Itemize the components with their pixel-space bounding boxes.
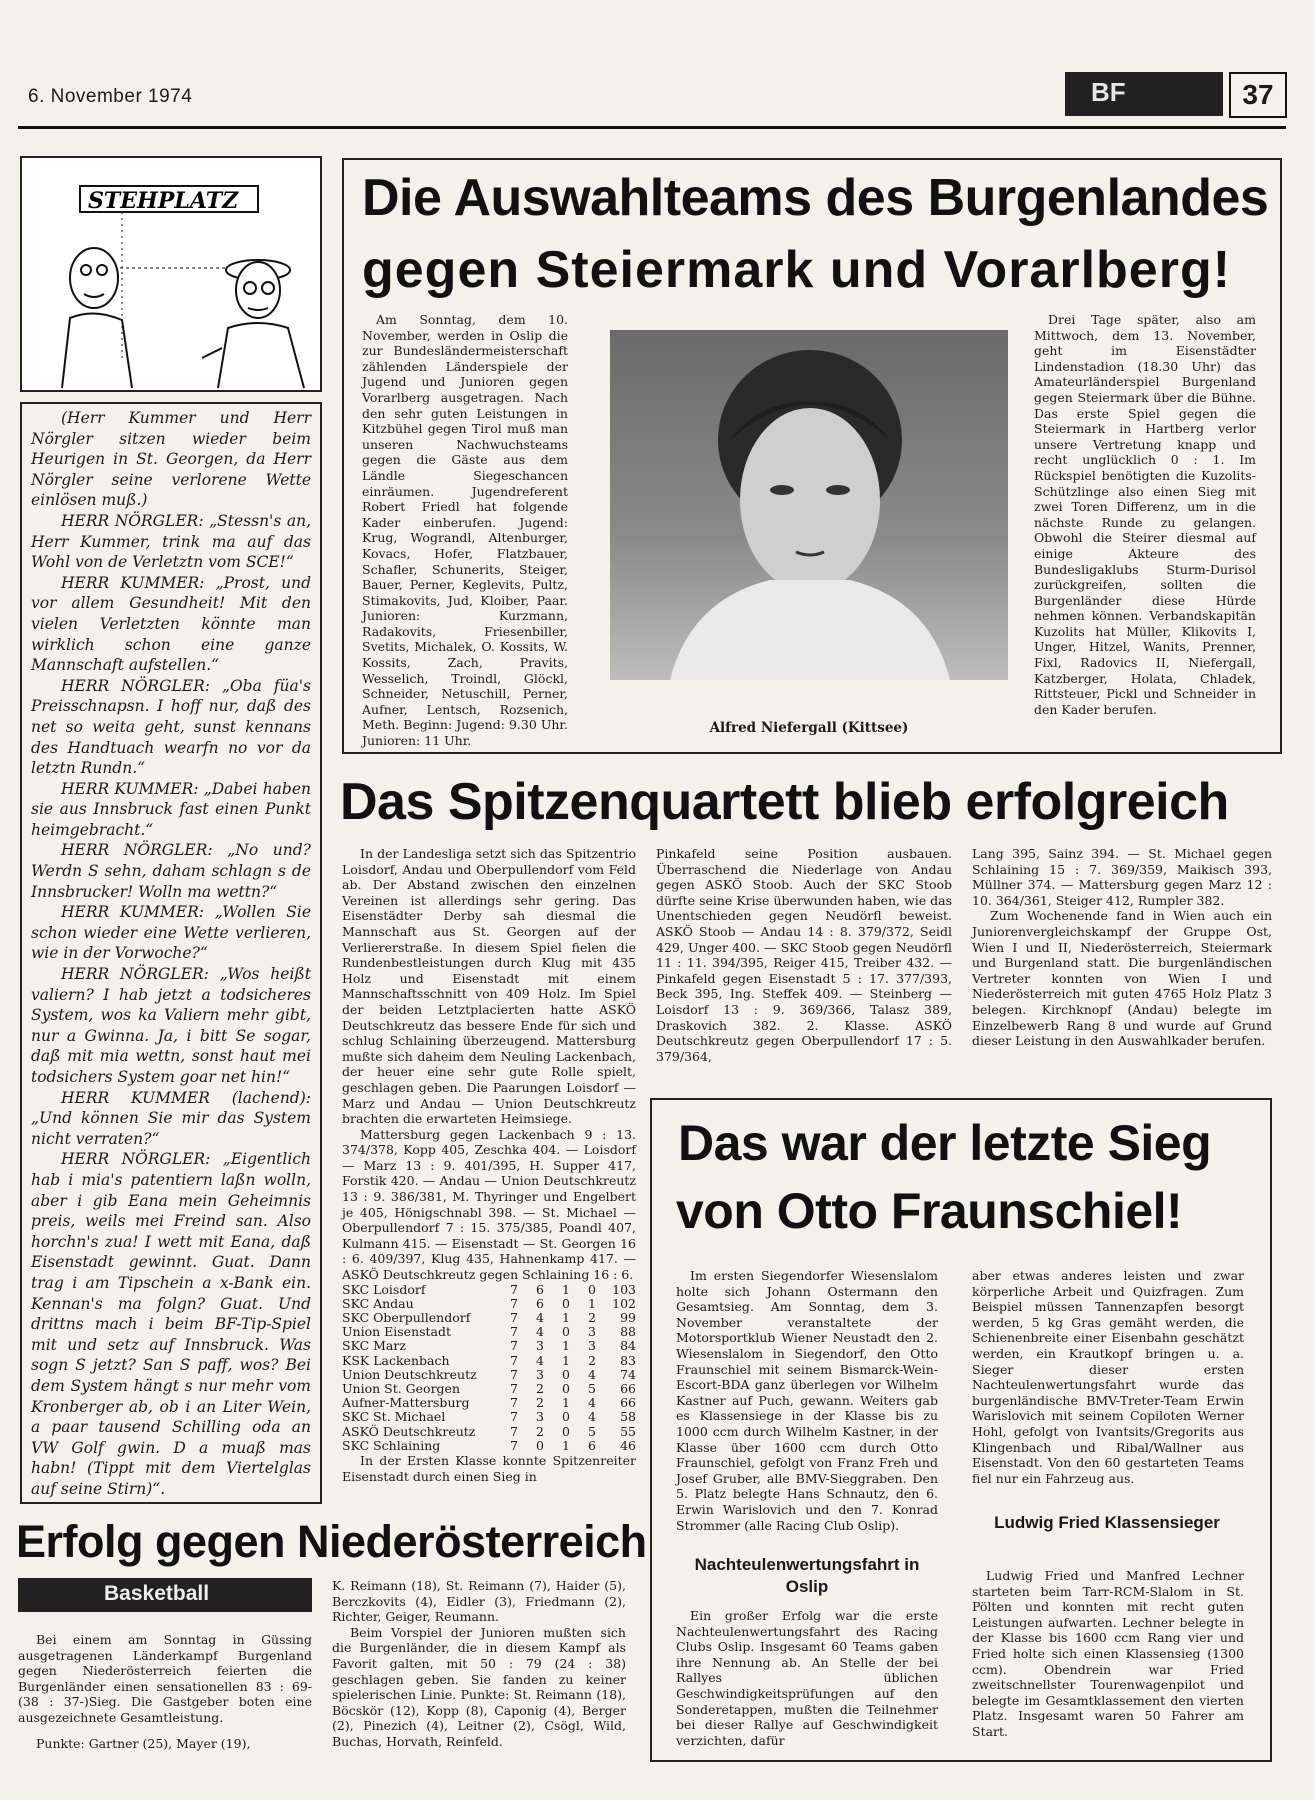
team-name-cell: SKC Schlaining bbox=[342, 1437, 441, 1453]
stat-cell: 7 bbox=[510, 1281, 518, 1297]
stat-cell: 5 bbox=[588, 1423, 596, 1439]
stat-cell: 1 bbox=[562, 1310, 570, 1326]
team-name-cell: Aufner-Mattersburg bbox=[342, 1395, 470, 1411]
table-row bbox=[342, 1283, 636, 1297]
stat-cell: 7 bbox=[510, 1352, 518, 1368]
article3-right-text2: Ludwig Fried und Manfred Lechner starteten beim Tarr-RCM-Slalom in St. Pölten und konnten mit recht guten Leistungen aufwarten. Lechner belegte in der Klasse bis 1600 ccm Rang vier und Fried holte sich einen Klassensieg (1300 ccm). Obendrein war Fried zweitschnellster Tourenwagenpilot und belegte im Gesamtklassement den vierten Platz. Insgesamt waren 50 Fahrer am Start. bbox=[972, 1568, 1244, 1739]
stat-cell: 0 bbox=[562, 1324, 570, 1340]
stat-cell: 7 bbox=[510, 1409, 518, 1425]
stehplatz-paragraph: HERR NÖRGLER: „Eigentlich hab i mia's patentiern laßn wolln, aber i gib Eana mein Geheimnis preis, weils mei Freind san. Also horchn's zua! I wett mit Eana, daß Eisenstadt gewinnt. Guat. Dann trag i am Tipschein a x-Bank ein. Kennan's ma folgn? Guat. Und drittns mach i beim BF-Tip-Spiel mit und setz auf Innsbruck. Was sogn S jetzt? San S paff, wos? Bei dem System hängt s nur mehr vom Kronberger ab, ob i an Liter Wein, a paar tausend Schilling oda an VW Golf gwin. D a muaß mas habn! (Tippt mit dem Viertelglas auf seine Stirn)“. bbox=[31, 1150, 311, 1498]
stat-cell: 7 bbox=[510, 1366, 518, 1382]
article2-paragraph: Zum Wochenende fand in Wien auch ein Juniorenvergleichskampf der Gruppe Ost, Wien I und II, Niederösterreich, Steiermark und Burgenland statt. Die burgenländischen Vertreter konnten von Wien I und Niederösterreich mit guten 4765 Holz Platz 3 belegen. Kirchknopf (Andau) belegte im Einzelbewerb Rang 8 und wurde auf Grund dieser Leistung in den Auswahlkader berufen. bbox=[972, 908, 1272, 1049]
article3-right-text: aber etwas anderes leisten und zwar körperliche Arbeit und Quizfragen. Zum Beispiel müssen Tannenzapfen besorgt werden, 5 kg Gras gemäht werden, die Schienenbreite einer Eisenbahn geschätzt werden, ein Krautkopf bringen u. a. Sieger dieser ersten Nachteulenwertungsfahrt wurde das burgenländische BMV-Treter-Team Erwin Warislovich mit seinem Copiloten Werner Hohl, gefolgt von Ivantsits/Gregorits aus Klingenbach und Ribal/Wallner aus Eisenstadt. Von den 60 gestarteten Teams fiel nur ein Fahrzeug aus. bbox=[972, 1268, 1244, 1486]
stat-cell: 2 bbox=[536, 1381, 544, 1397]
article4-left-text bbox=[18, 1632, 312, 1751]
stat-cell: 1 bbox=[562, 1352, 570, 1368]
photo-caption: Alfred Niefergall (Kittsee) bbox=[709, 720, 909, 736]
stat-cell: 1 bbox=[562, 1395, 570, 1411]
article4-paragraph: Bei einem am Sonntag in Güssing ausgetragenen Länderkampf Burgenland gegen Niederösterreich feierten die Burgenländer einen sensationellen 83 : 69-(38 : 37-)Sieg. Die Gastgeber boten eine ausgezeichnete Gesamtleistung. bbox=[18, 1632, 312, 1725]
article2-col1 bbox=[342, 846, 636, 1484]
section-bar-basketball bbox=[18, 1578, 312, 1612]
article-auswahlteams bbox=[342, 158, 1282, 754]
issue-date: 6. November 1974 bbox=[28, 86, 193, 107]
stehplatz-paragraph: HERR KUMMER: „Dabei haben sie aus Innsbruck fast einen Punkt heimgebracht.“ bbox=[31, 779, 311, 839]
stat-cell: 0 bbox=[588, 1281, 596, 1297]
stat-cell: 7 bbox=[510, 1381, 518, 1397]
team-name-cell: Union Eisenstadt bbox=[342, 1324, 452, 1340]
stat-cell: 3 bbox=[536, 1366, 544, 1382]
stat-cell: 3 bbox=[588, 1338, 596, 1354]
stat-cell: 102 bbox=[612, 1295, 636, 1311]
stehplatz-paragraph: HERR KUMMER: „Wollen Sie schon wieder eine Wette verlieren, wie in der Vorwoche?“ bbox=[31, 903, 311, 963]
headline-auswahlteams-line1: Die Auswahlteams des Burgenlandes bbox=[362, 169, 1269, 227]
table-row bbox=[342, 1354, 636, 1368]
team-name-cell: SKC Marz bbox=[342, 1338, 406, 1354]
stat-cell: 0 bbox=[562, 1295, 570, 1311]
page-number: 37 bbox=[1229, 72, 1287, 118]
article2-paragraph: In der Landesliga setzt sich das Spitzentrio Loisdorf, Andau und Oberpullendorf vom Feld ab. Der Abstand zwischen den einzelnen Vereinen ist allerdings sehr gering. Das Eisenstädter Derby sah diesmal die Mannschaft aus St. Georgen auf der Verliererstraße. In diesem Spiel fielen die Rundenbestleistungen durch Klug mit 435 Holz und Eisenstadt mit einem Mannschaftsschnitt von 409 Holz. Im Spiel der beiden Letztplacierten hatte ASKÖ Deutschkreutz das bessere Ende für sich und schlug Schlaining überzeugend. Mattersburg mußte sich daheim dem Neuling Lackenbach, der heuer eine sehr gute Rolle spielt, geschlagen geben. Die Paarungen Loisdorf — Marz und Andau — Union Deutschkreutz brachten die erwarteten Heimsiege. bbox=[342, 846, 636, 1127]
team-name-cell: SKC Loisdorf bbox=[342, 1281, 426, 1297]
subhead-nachteulen: Nachteulenwertungsfahrt in Oslip bbox=[694, 1555, 920, 1596]
table-row bbox=[342, 1382, 636, 1396]
stat-cell: 6 bbox=[536, 1281, 544, 1297]
article3-left-text2: Ein großer Erfolg war die erste Nachteulenwertungsfahrt des Racing Clubs Oslip. Insgesamt 60 Teams gaben ihre Nennung ab. An Stelle der bei Rallyes üblichen Geschwindigkeitsprüfungen auf den Sonderetappen, mußten die Teilnehmer bei dieser Rallye auf Geschwindigkeit verzichten, dafür bbox=[676, 1608, 938, 1748]
stat-cell: 4 bbox=[588, 1366, 596, 1382]
table-row bbox=[342, 1368, 636, 1382]
player-photo bbox=[610, 330, 1008, 680]
stat-cell: 99 bbox=[620, 1310, 636, 1326]
stat-cell: 103 bbox=[612, 1281, 636, 1297]
article3-left-text: Im ersten Siegendorfer Wiesenslalom holte sich Johann Ostermann den Gesamtsieg. Am Sonntag, dem 3. November veranstaltete der Motorsportklub Wiener Neustadt den 2. Wiesenslalom in Siegendorf, den Otto Fraunschiel mit seinem Bismarck-Wein-Escort-BDA ganz überlegen vor Wilhelm Kastner auf Puch, gewann. Weiters gab es Klassensiege in der Klasse bis zu 1000 ccm durch Wilhelm Kastner, in der Klasse über 1600 ccm durch Otto Fraunschiel, gefolgt von Franz Freh und Josef Gruber, alle BMV-Sieggraben. Den 5. Platz belegte Hans Schnautz, den 6. Erwin Warislovich und den 7. Konrad Strommer (alle Racing Club Oslip). bbox=[676, 1268, 938, 1533]
header-rule bbox=[18, 126, 1286, 129]
stehplatz-paragraph: HERR NÖRGLER: „No und? Werdn S sehn, daham schlagn s de Innsbrucker! Wolln ma wettn?“ bbox=[31, 841, 311, 901]
stehplatz-cartoon bbox=[20, 156, 322, 392]
stat-cell: 83 bbox=[620, 1352, 636, 1368]
stat-cell: 7 bbox=[510, 1423, 518, 1439]
stat-cell: 1 bbox=[588, 1295, 596, 1311]
stat-cell: 1 bbox=[562, 1338, 570, 1354]
section-badge bbox=[1065, 72, 1274, 116]
stat-cell: 7 bbox=[510, 1395, 518, 1411]
headline-erfolg: Erfolg gegen Niederösterreich bbox=[16, 1516, 647, 1567]
stat-cell: 0 bbox=[562, 1381, 570, 1397]
article2-paragraph: In der Ersten Klasse konnte Spitzenreiter Eisenstadt durch einen Sieg in bbox=[342, 1453, 636, 1484]
headline-fraunschiel-line1: Das war der letzte Sieg bbox=[678, 1115, 1212, 1171]
article4-paragraph: Beim Vorspiel der Junioren mußten sich die Burgenländer, die in diesem Kampf als Favorit galten, mit 50 : 79 (24 : 38) geschlagen geben. Sie fanden zu keiner spielerischen Linie. Punkte: St. Reimann (18), Böcskör (12), Kopp (8), Caponig (4), Berger (2), Pinezich (4), Leitner (2), Csögl, Wild, Buchas, Horvath, Reinfeld. bbox=[332, 1624, 626, 1749]
team-name-cell: KSK Lackenbach bbox=[342, 1352, 450, 1368]
stat-cell: 1 bbox=[562, 1281, 570, 1297]
headline-spitzenquartett: Das Spitzenquartett blieb erfolgreich bbox=[340, 773, 1229, 831]
stat-cell: 7 bbox=[510, 1338, 518, 1354]
stat-cell: 0 bbox=[536, 1437, 544, 1453]
stat-cell: 66 bbox=[620, 1381, 636, 1397]
headline-auswahlteams-line2: gegen Steiermark und Vorarlberg! bbox=[362, 241, 1232, 299]
stat-cell: 55 bbox=[620, 1423, 636, 1439]
article4-paragraph: Punkte: Gartner (25), Mayer (19), bbox=[36, 1735, 251, 1751]
table-row bbox=[342, 1439, 636, 1453]
article1-right-text: Drei Tage später, also am Mittwoch, dem 13. November, geht im Eisenstädter Lindenstadion (18.30 Uhr) das Amateurländerspiel Burgenland gegen Steiermark über die Bühne. Das erste Spiel gegen die Steiermark in Hartberg verlor unsere Vertretung knapp und recht unglücklich 0 : 1. Im Rückspiel benötigten die Kuzolits-Schützlinge also einen Sieg mit zwei Toren Differenz, um in die nächste Runde zu gelangen. Obwohl die Steirer diesmal auf einige Akteure des Bundesligaklubs Sturm-Durisol zurückgreifen, sollten die Burgenländer diese Hürde nehmen können. Verbandskapitän Kuzolits hat Müller, Klikovits I, Unger, Hitzel, Wanits, Prenner, Fixl, Radovics II, Niefergall, Katzberger, Holata, Chladek, Rittsteuer, Pickl und Schneider in den Kader berufen. bbox=[1034, 312, 1256, 717]
stat-cell: 58 bbox=[620, 1409, 636, 1425]
article2-col2: Pinkafeld seine Position ausbauen. Überraschend die Niederlage von Andau gegen ASKÖ Stoob. Auch der SKC Stoob dürfte seine Krise überwunden haben, wie das Unentschieden gegen Neudörfl beweist. ASKÖ Stoob — Andau 14 : 8. 379/372, Seidl 429, Unger 400. — SKC Stoob gegen Neudörfl 11 : 11. 394/395, Reiger 415, Treiber 432. — Pinkafeld gegen Eisenstadt 5 : 17. 377/393, Beck 395, Ing. Steffek 409. — Steinberg — Loisdorf 13 : 9. 369/366, Talasz 389, Draskovich 382. 2. Klasse. ASKÖ Deutschkreutz gegen Oberpullendorf 17 : 5. 379/364, bbox=[656, 846, 952, 1064]
article4-right-text bbox=[332, 1578, 626, 1750]
article2-col3 bbox=[972, 846, 1272, 1049]
stat-cell: 1 bbox=[562, 1437, 570, 1453]
table-row bbox=[342, 1325, 636, 1339]
stehplatz-paragraph: HERR KUMMER: „Prost, und vor allem Gesundheit! Mit den vielen Verletzten könnte man wirklich schon eine ganze Mannschaft aufstellen.“ bbox=[31, 573, 311, 675]
stehplatz-paragraph: HERR NÖRGLER: „Stessn's an, Herr Kummer, trink ma auf das Wohl von de Verletztn vom SCE!“ bbox=[31, 511, 311, 572]
article2-paragraph: Lang 395, Sainz 394. — St. Michael gegen Schlaining 15 : 7. 369/359, Maikisch 393, Müllner 374. — Mattersburg gegen Marz 12 : 10. 364/361, Steiger 412, Rumpler 382. bbox=[972, 846, 1272, 908]
stehplatz-paragraph: HERR NÖRGLER: „Wos heißt valiern? I hab jetzt a todsicheres System, wos ka Valiern mehr gibt, nur a Gwinna. Ja, i bitt Se sogar, daß mit mia wettn, sonst haut mei todsichers System goar net hin!“ bbox=[31, 965, 311, 1086]
team-name-cell: ASKÖ Deutschkreutz bbox=[342, 1423, 476, 1439]
stehplatz-paragraph: HERR NÖRGLER: „Oba füa's Preisschnapsn. I hoff nur, daß des net so weita geht, sunst kennans des Handtuach wearfn no vor da letztn Rundn.“ bbox=[31, 676, 311, 778]
stat-cell: 2 bbox=[588, 1310, 596, 1326]
portrait-illustration bbox=[610, 330, 1008, 680]
stat-cell: 88 bbox=[620, 1324, 636, 1340]
stat-cell: 3 bbox=[536, 1338, 544, 1354]
article-fraunschiel bbox=[650, 1098, 1272, 1762]
stehplatz-paragraph: HERR KUMMER (lachend): „Und können Sie mir das System nicht verraten?“ bbox=[31, 1088, 311, 1148]
stat-cell: 2 bbox=[536, 1395, 544, 1411]
stat-cell: 2 bbox=[536, 1423, 544, 1439]
league-table bbox=[342, 1283, 636, 1453]
article4-paragraph: K. Reimann (18), St. Reimann (7), Haider (5), Berczkovits (4), Eidler (3), Friedmann (2), Richter, Geiger, Reumann. bbox=[332, 1578, 626, 1625]
stat-cell: 2 bbox=[588, 1352, 596, 1368]
cartoon-sign-text: STEHPLATZ bbox=[88, 188, 239, 214]
team-name-cell: SKC Andau bbox=[342, 1295, 414, 1311]
table-row bbox=[342, 1425, 636, 1439]
team-name-cell: Union St. Georgen bbox=[342, 1381, 460, 1397]
section-label: BF bbox=[1091, 77, 1126, 107]
stat-cell: 7 bbox=[510, 1324, 518, 1340]
stat-cell: 7 bbox=[510, 1310, 518, 1326]
stat-cell: 7 bbox=[510, 1295, 518, 1311]
stat-cell: 0 bbox=[562, 1366, 570, 1382]
team-name-cell: SKC St. Michael bbox=[342, 1409, 446, 1425]
table-row bbox=[342, 1311, 636, 1325]
headline-fraunschiel-line2: von Otto Fraunschiel! bbox=[676, 1183, 1183, 1239]
team-name-cell: Union Deutschkreutz bbox=[342, 1366, 477, 1382]
stat-cell: 84 bbox=[620, 1338, 636, 1354]
stat-cell: 0 bbox=[562, 1409, 570, 1425]
article1-left-text: Am Sonntag, dem 10. November, werden in Oslip die zur Bundesländermeisterschaft zählenden Länderspiele der Jugend und Junioren gegen Vorarlberg ausgetragen. Nach den sehr guten Leistungen in Kitzbühel gegen Tirol muß man unseren Nachwuchsteams gegen die Gäste aus dem Ländle Siegeschancen einräumen. Jugendreferent Robert Friedl hat folgende Kader einberufen. Jugend: Krug, Wograndl, Altenburger, Kovacs, Hofer, Flatzbauer, Schafler, Schunerits, Steiger, Bauer, Perner, Keglevits, Pultz, Stimakovits, Jud, Kloiber, Paar. Junioren: Kurzmann, Radakovits, Friesenbiller, Svetits, Michalek, O. Kossits, W. Kossits, Zach, Pravits, Wesselich, Troindl, Glöckl, Schneider, Netuschill, Perner, Aufner, Lentsch, Rozsenich, Meth. Beginn: Jugend: 9.30 Uhr. Junioren: 11 Uhr. bbox=[362, 312, 568, 749]
stat-cell: 4 bbox=[536, 1352, 544, 1368]
article2-paragraph: Mattersburg gegen Lackenbach 9 : 13. 374/378, Kopp 405, Zeschka 404. — Loisdorf — Marz 13 : 9. 401/395, H. Supper 417, Forstik 420. — Andau — Union Deutschkreutz 13 : 9. 386/381, M. Thyringer und Engelbert je 405, Hönigschnabl 398. — St. Michael — Oberpullendorf 7 : 15. 375/385, Poandl 407, Kulmann 415. — Eisenstadt — St. Georgen 16 : 6. 409/397, Klug 435, Hahnenkamp 417. — ASKÖ Deutschkreutz gegen Schlaining 16 : 6. bbox=[342, 1126, 636, 1283]
stat-cell: 4 bbox=[588, 1395, 596, 1411]
stat-cell: 46 bbox=[620, 1437, 636, 1453]
team-name-cell: SKC Oberpullendorf bbox=[342, 1310, 471, 1326]
section-bar-label: Basketball bbox=[104, 1582, 210, 1605]
stat-cell: 4 bbox=[536, 1324, 544, 1340]
stat-cell: 7 bbox=[510, 1437, 518, 1453]
stehplatz-illustration bbox=[22, 158, 320, 390]
stat-cell: 4 bbox=[588, 1409, 596, 1425]
table-row bbox=[342, 1410, 636, 1424]
stehplatz-paragraph: (Herr Kummer und Herr Nörgler sitzen wieder beim Heurigen in St. Georgen, da Herr Nörgler seine verlorene Wette einlösen muß.) bbox=[31, 409, 311, 510]
subhead-ludwig-fried: Ludwig Fried Klassensieger bbox=[994, 1513, 1220, 1532]
table-row bbox=[342, 1396, 636, 1410]
table-row bbox=[342, 1297, 636, 1311]
stat-cell: 66 bbox=[620, 1395, 636, 1411]
stat-cell: 5 bbox=[588, 1381, 596, 1397]
stat-cell: 74 bbox=[620, 1366, 636, 1382]
stat-cell: 3 bbox=[536, 1409, 544, 1425]
stat-cell: 6 bbox=[588, 1437, 596, 1453]
table-row bbox=[342, 1339, 636, 1353]
stehplatz-text-box bbox=[20, 402, 322, 1504]
stat-cell: 4 bbox=[536, 1310, 544, 1326]
stat-cell: 0 bbox=[562, 1423, 570, 1439]
stat-cell: 3 bbox=[588, 1324, 596, 1340]
stat-cell: 6 bbox=[536, 1295, 544, 1311]
